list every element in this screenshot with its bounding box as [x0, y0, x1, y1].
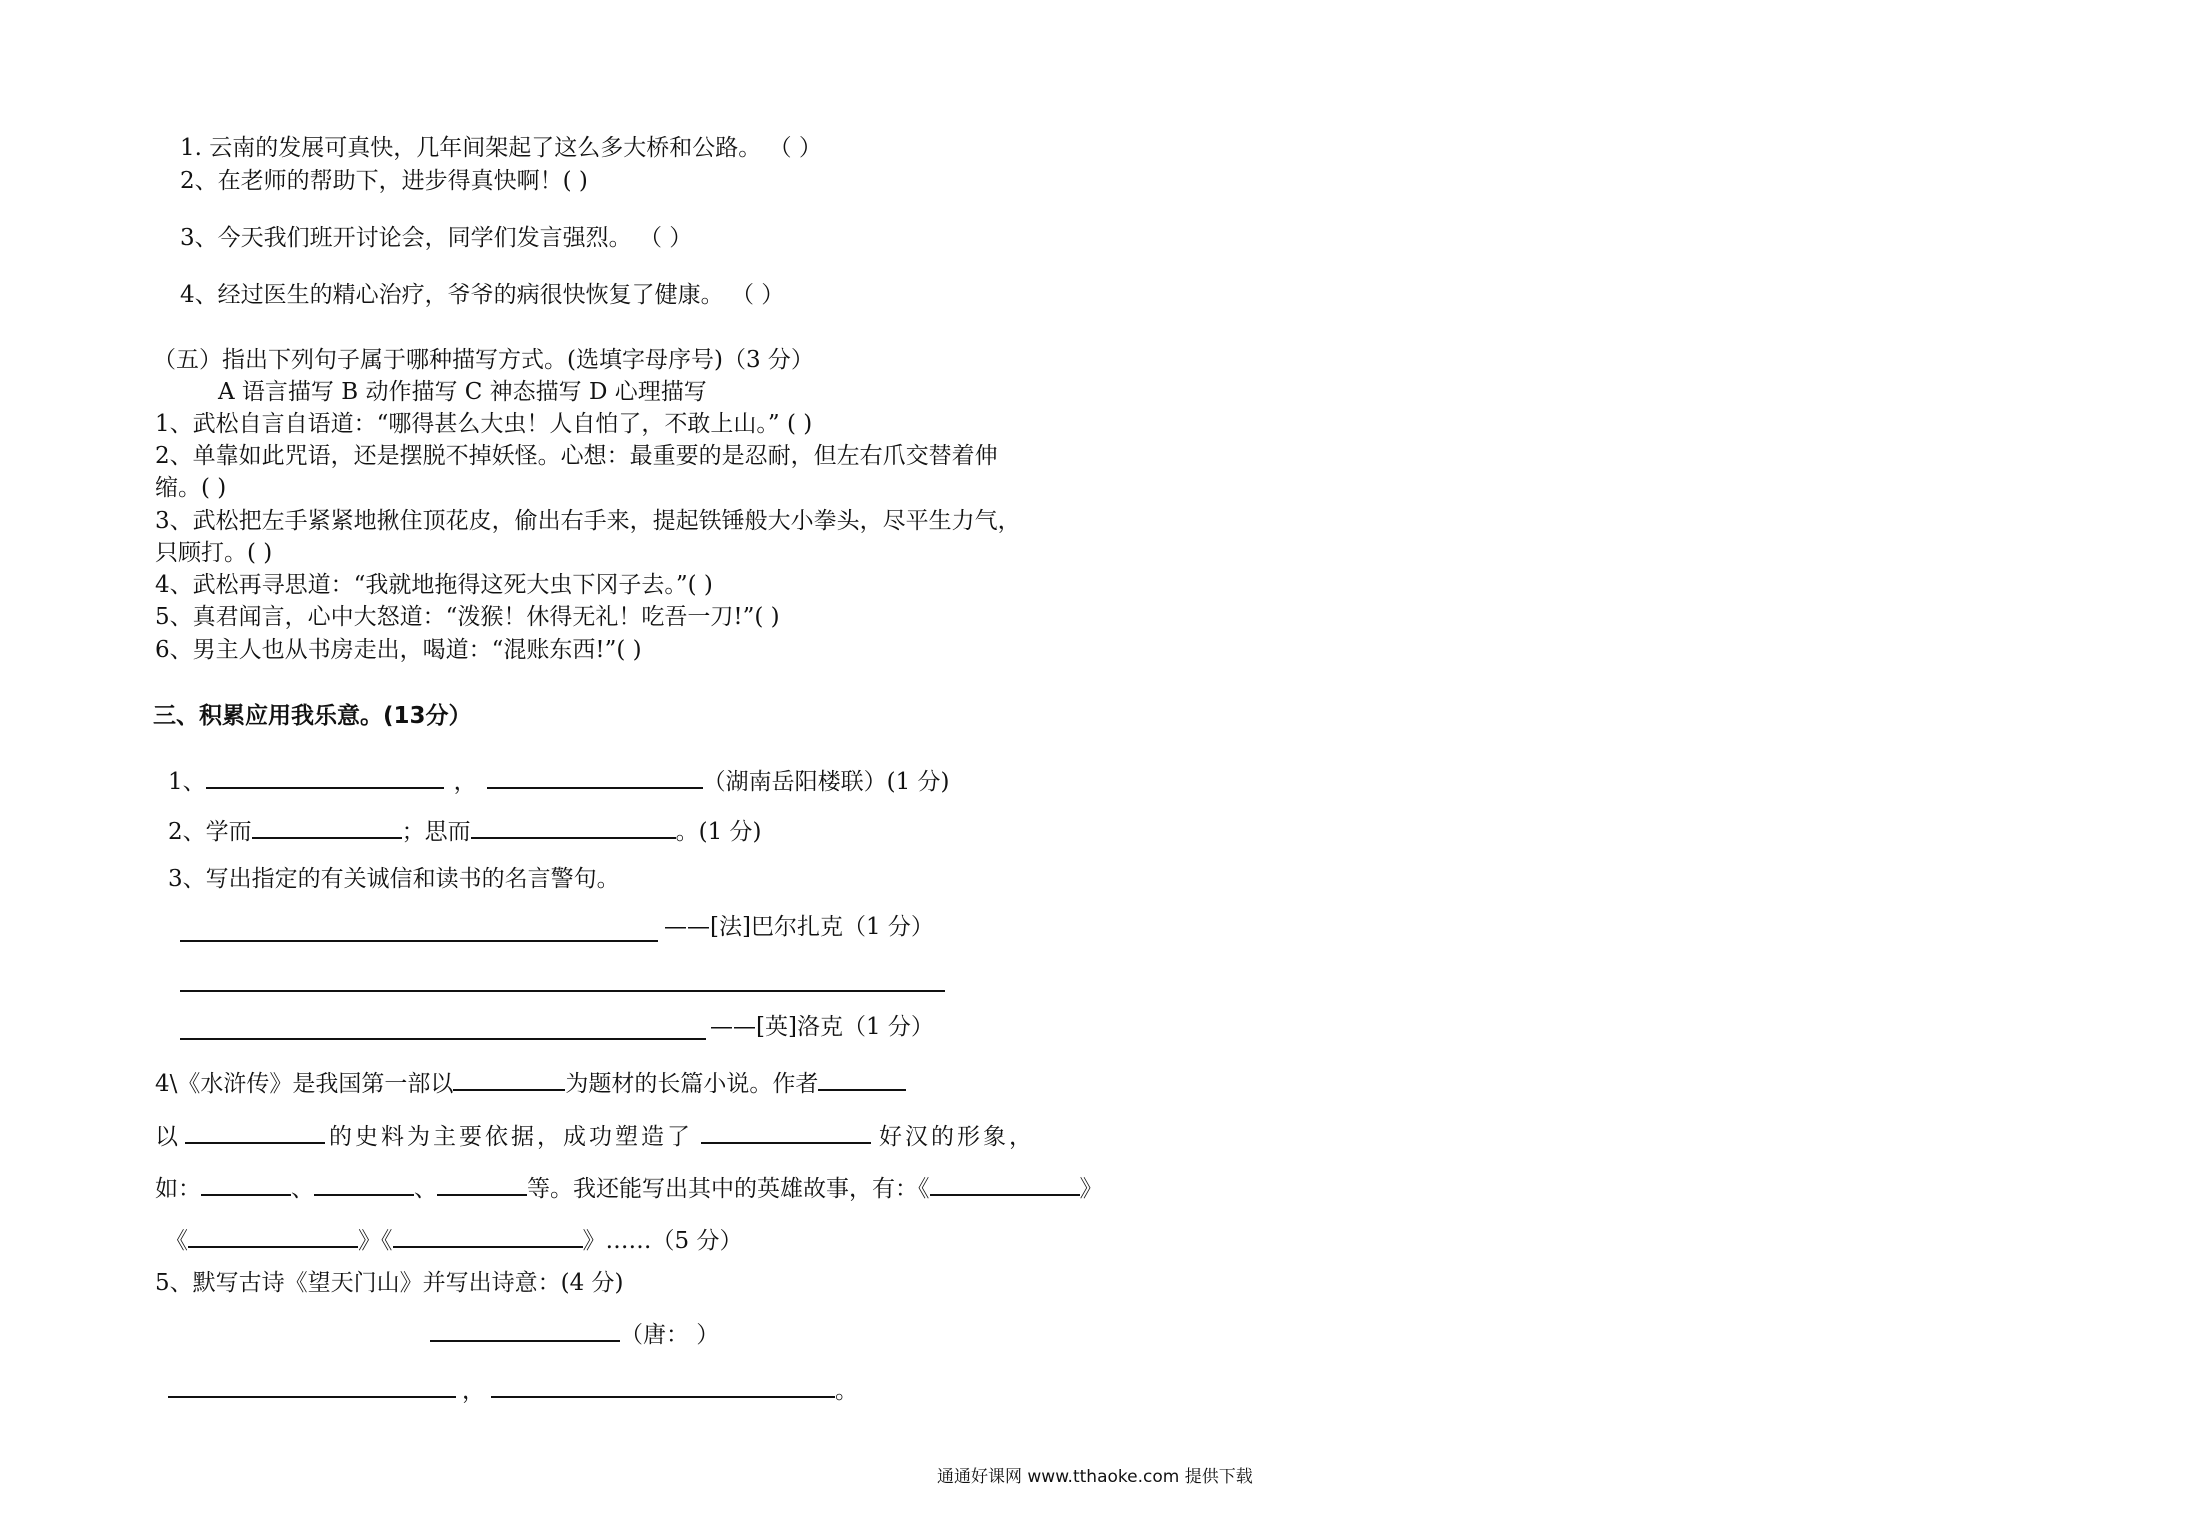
q4-text-d: 的史料为主要依据，成功塑造了	[329, 1124, 693, 1150]
part5-item-2: 2、单靠如此咒语，还是摆脱不掉妖怪。心想：最重要的是忍耐，但左右爪交替着伸	[155, 443, 998, 469]
q1-tail: （湖南岳阳楼联）(1 分)	[702, 769, 950, 795]
footer-watermark: 通通好课网 www.tthaoke.com 提供下载	[937, 1467, 1253, 1487]
q1-number: 1、	[168, 769, 206, 795]
q4-text-a: 4\《水浒传》是我国第一部以	[155, 1071, 454, 1097]
q5-blank-verse-1[interactable]	[168, 1374, 456, 1398]
q4-line-2	[155, 1120, 1035, 1152]
section3-title: 三、积累应用我乐意。(13分）	[153, 703, 472, 729]
q5-comma: ，	[462, 1378, 485, 1404]
q4-text-h: 》	[1079, 1176, 1103, 1202]
q3-source-2: ——[英]洛克（1 分）	[710, 1014, 934, 1040]
q3-prompt: 3、写出指定的有关诚信和读书的名言警句。	[168, 866, 620, 892]
q4-blank-heroes[interactable]	[701, 1120, 871, 1144]
q3-answer-line-1[interactable]	[180, 940, 658, 942]
q4-blank-story-3[interactable]	[393, 1224, 583, 1248]
q4-text-j: 》《	[358, 1228, 393, 1254]
q2-line	[168, 815, 762, 847]
q5-author: （唐： ）	[620, 1322, 720, 1348]
q4-sep-1: 、	[291, 1176, 314, 1202]
q1-comma: ，	[453, 769, 477, 795]
q4-text-b: 为题材的长篇小说。作者	[565, 1071, 819, 1097]
q4-blank-story-2[interactable]	[188, 1224, 358, 1248]
q5-blank-verse-2[interactable]	[491, 1374, 835, 1398]
q2-text-c: 。(1 分)	[675, 819, 762, 845]
q4-line-4	[165, 1224, 742, 1256]
q4-text-f: 如：	[155, 1176, 201, 1202]
q1-blank-1[interactable]	[206, 765, 444, 789]
part5-item-4: 4、武松再寻思道：“我就地拖得这死大虫下冈子去。”( )	[155, 572, 713, 598]
part5-item-1: 1、武松自言自语道：“哪得甚么大虫！人自怕了，不敢上山。” ( )	[155, 411, 813, 437]
part4-item-3: 3、今天我们班开讨论会，同学们发言强烈。 （ ）	[180, 225, 693, 251]
q4-blank-name-2[interactable]	[314, 1172, 414, 1196]
part4-item-4: 4、经过医生的精心治疗，爷爷的病很快恢复了健康。 （ ）	[180, 282, 785, 308]
q4-text-g: 等。我还能写出其中的英雄故事，有：《	[527, 1176, 930, 1202]
q5-end: 。	[835, 1378, 858, 1404]
q2-blank-1[interactable]	[252, 815, 402, 839]
part5-item-3-cont: 只顾打。( )	[155, 540, 273, 566]
q4-text-c: 以	[155, 1124, 181, 1150]
q4-blank-theme[interactable]	[453, 1067, 565, 1091]
part5-item-2-cont: 缩。( )	[155, 475, 227, 501]
part5-item-3: 3、武松把左手紧紧地揪住顶花皮，偷出右手来，提起铁锤般大小拳头，尽平生力气，	[155, 508, 1021, 534]
q3-answer-line-2[interactable]	[180, 990, 945, 992]
part5-item-6: 6、男主人也从书房走出，喝道：“混账东西!”( )	[155, 637, 642, 663]
q2-text-b: ；思而	[401, 819, 471, 845]
q1-line	[168, 765, 950, 797]
q4-sep-2: 、	[414, 1176, 437, 1202]
q5-prompt: 5、默写古诗《望天门山》并写出诗意：(4 分)	[155, 1270, 624, 1296]
q4-line-3	[155, 1172, 1103, 1204]
part4-item-1: 1. 云南的发展可真快，几年间架起了这么多大桥和公路。 （ ）	[180, 135, 822, 161]
part5-title: （五）指出下列句子属于哪种描写方式。(选填字母序号)（3 分）	[153, 347, 814, 373]
q5-poem-line	[168, 1374, 858, 1406]
q2-blank-2[interactable]	[471, 815, 676, 839]
q4-blank-story-1[interactable]	[930, 1172, 1080, 1196]
q5-blank-title[interactable]	[430, 1318, 620, 1342]
q3-source-1: ——[法]巴尔扎克（1 分）	[664, 914, 934, 940]
q4-text-e: 好汉的形象，	[879, 1124, 1035, 1150]
part5-item-5: 5、真君闻言，心中大怒道：“泼猴！休得无礼！吃吾一刀!”( )	[155, 604, 780, 630]
part4-item-2: 2、在老师的帮助下，进步得真快啊！( )	[180, 168, 588, 194]
q4-text-i: 《	[165, 1228, 188, 1254]
q4-blank-name-3[interactable]	[437, 1172, 527, 1196]
q4-text-k: 》……（5 分）	[582, 1228, 743, 1254]
q3-answer-line-3[interactable]	[180, 1038, 706, 1040]
q4-blank-source[interactable]	[185, 1120, 325, 1144]
q4-blank-author[interactable]	[818, 1067, 906, 1091]
q1-blank-2[interactable]	[487, 765, 703, 789]
q4-blank-name-1[interactable]	[201, 1172, 291, 1196]
q5-title-line	[430, 1318, 719, 1350]
q4-line-1	[155, 1067, 906, 1099]
q2-text-a: 2、学而	[168, 819, 252, 845]
part5-options: A 语言描写 B 动作描写 C 神态描写 D 心理描写	[218, 379, 707, 405]
